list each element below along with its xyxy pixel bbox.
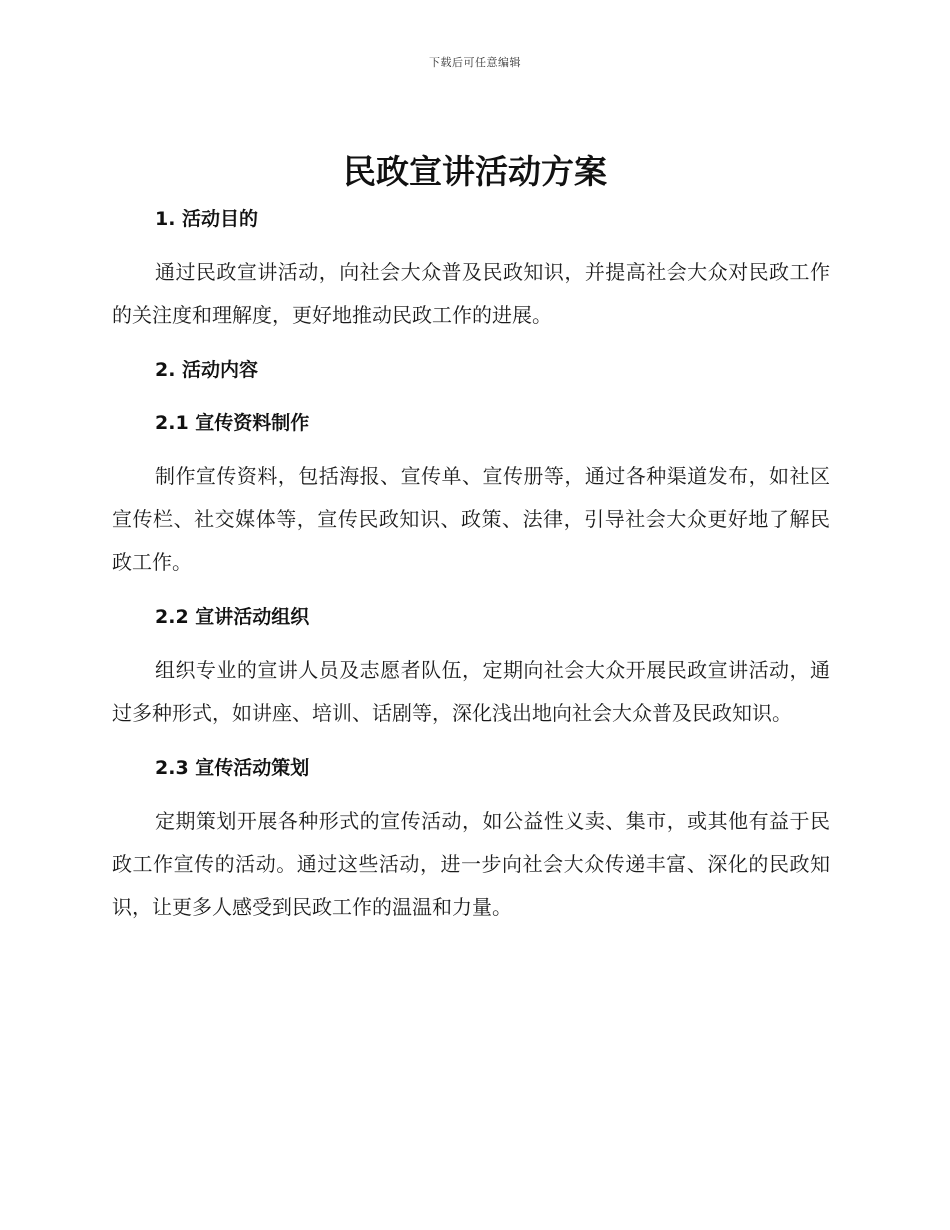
section-paragraph-materials: 制作宣传资料，包括海报、宣传单、宣传册等，通过各种渠道发布，如社区宣传栏、社交媒体等，宣传民政知识、政策、法律，引导社会大众更好地了解民政工作。 [112,464,830,574]
section-heading-content: 2. 活动内容 [155,359,259,381]
section-paragraph-planning: 定期策划开展各种形式的宣传活动，如公益性义卖、集市，或其他有益于民政工作宣传的活动。通过这些活动，进一步向社会大众传递丰富、深化的民政知识，让更多人感受到民政工作的温温和力量。 [112,809,830,919]
header-note: 下载后可任意编辑 [429,56,521,69]
document-body [112,198,830,929]
section-paragraph-purpose: 通过民政宣讲活动，向社会大众普及民政知识，并提高社会大众对民政工作的关注度和理解度，更好地推动民政工作的进展。 [112,260,830,327]
section-heading-planning: 2.3 宣传活动策划 [155,757,310,779]
section-heading-materials: 2.1 宣传资料制作 [155,412,310,434]
section-heading-lectures: 2.2 宣讲活动组织 [155,606,310,628]
document-title: 民政宣讲活动方案 [343,152,607,191]
section-paragraph-lectures: 组织专业的宣讲人员及志愿者队伍，定期向社会大众开展民政宣讲活动，通过多种形式，如讲座、培训、话剧等，深化浅出地向社会大众普及民政知识。 [112,658,830,725]
section-heading-purpose: 1. 活动目的 [155,208,259,230]
